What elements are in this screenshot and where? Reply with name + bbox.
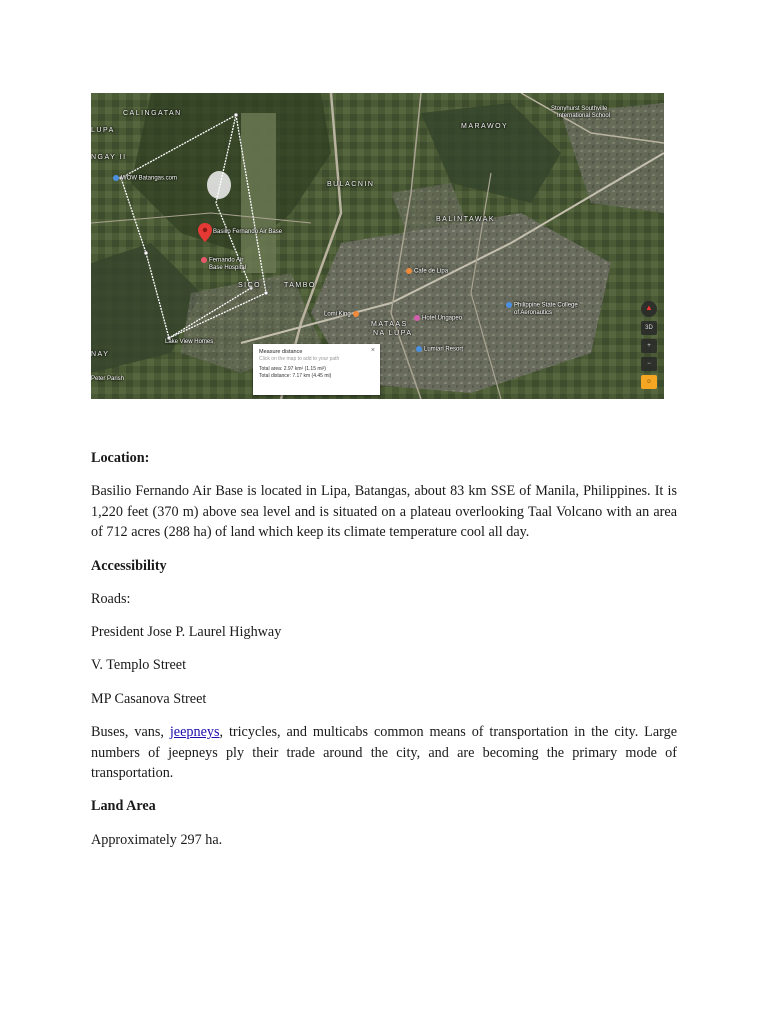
measure-total-area: Total area: 2.97 km² (1.15 mi²)	[259, 366, 326, 372]
map-controls	[640, 301, 658, 395]
measure-total-distance: Total distance: 7.17 km (4.45 mi)	[259, 373, 332, 379]
poi-lake-view[interactable]: Lake View Homes	[165, 339, 214, 345]
document-page	[91, 93, 677, 848]
accessibility-heading: Accessibility	[91, 557, 167, 574]
roads-label: Roads:	[91, 590, 131, 607]
tilt-3d-button[interactable]: 3D	[641, 321, 657, 335]
measure-distance-panel	[253, 344, 380, 395]
map-label-calingatan: CALINGATAN	[123, 110, 182, 117]
road-item: President Jose P. Laurel Highway	[91, 624, 282, 641]
road-item: MP Casanova Street	[91, 690, 207, 707]
map-label-tambo: TAMBO	[284, 282, 316, 289]
poi-psca[interactable]: Philippine State College of Aeronautics	[506, 302, 578, 317]
map-label-bulacnin: BULACNIN	[327, 181, 375, 188]
land-area-heading: Land Area	[91, 798, 156, 815]
location-heading: Location:	[91, 450, 150, 466]
poi-wow-batangas[interactable]: WOW Batangas.com	[113, 175, 177, 183]
map-label-nay: NAY	[91, 351, 110, 358]
satellite-map-image[interactable]	[91, 93, 664, 399]
road-item: V. Templo Street	[91, 657, 187, 674]
hospital-icon	[201, 257, 207, 263]
poi-air-base[interactable]: Basilio Fernando Air Base	[213, 229, 283, 235]
map-label-na-lupa: NA LUPA	[373, 330, 413, 337]
poi-pin-icon	[113, 175, 119, 181]
map-label-balintawak: BALINTAWAK	[436, 216, 496, 223]
measure-hint: Click on the map to add to your path	[259, 356, 340, 362]
document-body	[91, 448, 677, 863]
hotel-icon	[414, 315, 420, 321]
close-icon[interactable]: ×	[370, 347, 375, 354]
location-paragraph: Basilio Fernando Air Base is located in Lipa, Batangas, about 83 km SSE of Manila, Philippines. It is 1,220 feet (370 m) above sea level and is situated on a plateau overlooking Taal Volcano with an area of 712 acres (288 ha) of land which keep its climate temperature cool all day.	[91, 483, 677, 541]
restaurant-icon	[353, 311, 359, 317]
map-label-ngay: NGAY II	[91, 154, 127, 161]
zoom-out-button[interactable]: −	[641, 357, 657, 371]
poi-stonyhurst[interactable]: Stonyhurst Southville International School	[551, 106, 611, 119]
poi-cafe[interactable]: Cafe de Lipa	[406, 268, 448, 276]
map-label-mataas: MATAAS	[371, 321, 408, 328]
zoom-in-button[interactable]: +	[641, 339, 657, 353]
cafe-icon	[406, 268, 412, 274]
pegman-icon[interactable]: ☺	[641, 375, 657, 389]
map-label-marawoy: MARAWOY	[461, 123, 509, 130]
poi-hotel[interactable]: Hotel Ungapeo	[414, 315, 462, 323]
poi-lomi-king[interactable]: Lomi King	[324, 311, 361, 319]
poi-parish[interactable]: Peter Parish	[91, 376, 125, 382]
land-area-paragraph: Approximately 297 ha.	[91, 831, 223, 848]
poi-lumiari-resort[interactable]: Lumiari Resort	[416, 346, 463, 354]
jeepneys-link[interactable]: jeepneys	[169, 724, 220, 741]
transport-paragraph: Buses, vans, jeepneys, tricycles, and multicabs common means of transportation in the city. Large numbers of jeepneys ply their trade around the city, and are becoming the primary mode of transportation.	[91, 724, 677, 782]
map-label-lupa: LUPA	[91, 127, 115, 134]
resort-icon	[416, 346, 422, 352]
measure-title: Measure distance	[259, 349, 303, 355]
compass-icon[interactable]: ▲	[641, 301, 657, 317]
map-label-sico: SICO	[238, 282, 262, 289]
school-icon	[506, 302, 512, 308]
poi-base-hospital[interactable]: Fernando Air Base Hospital	[201, 257, 246, 272]
